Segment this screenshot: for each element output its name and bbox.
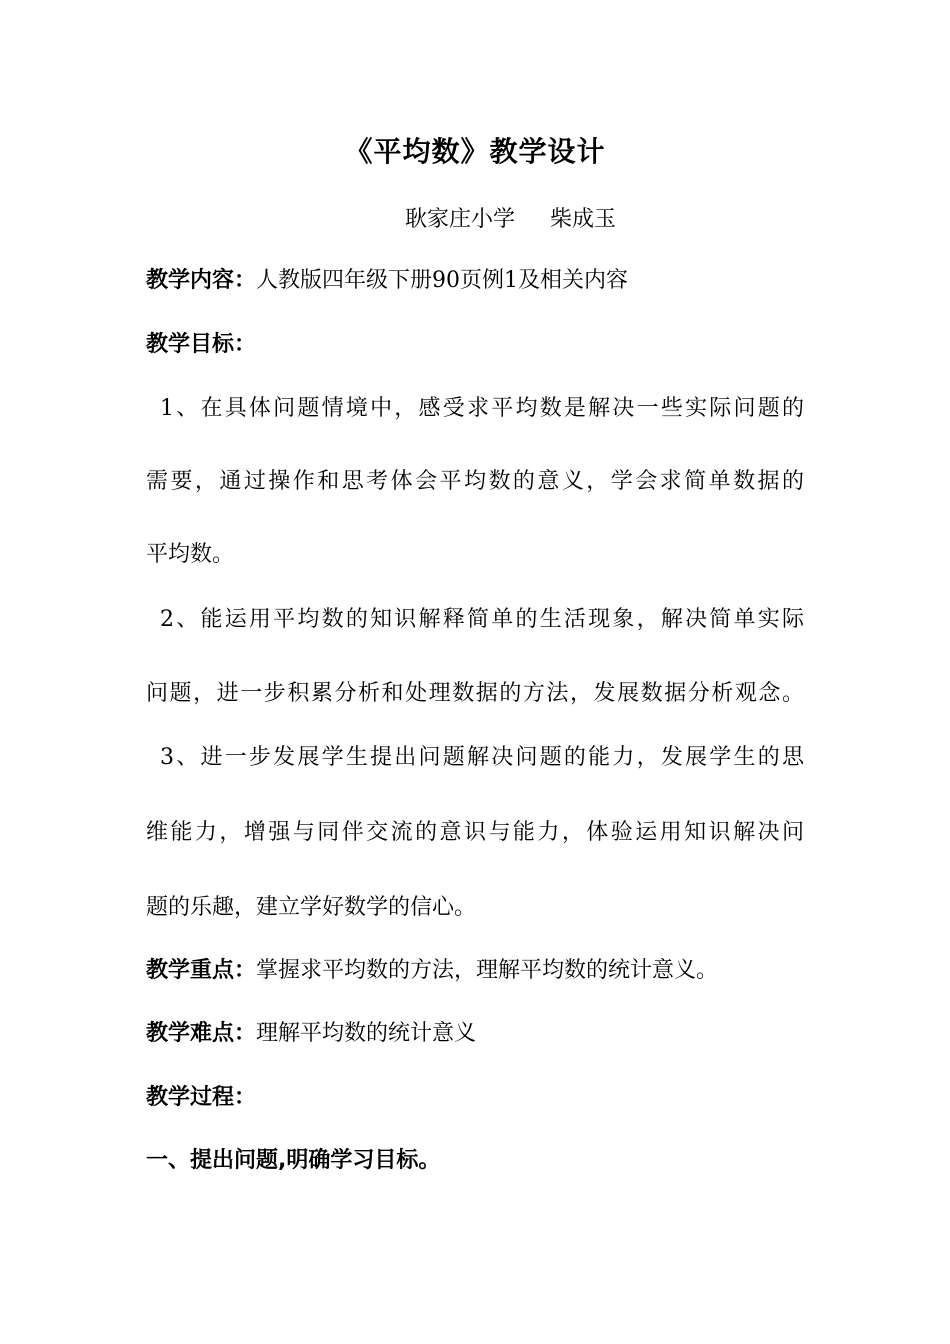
objective-text: 平均数。: [146, 542, 235, 567]
teaching-difficulty: [146, 1019, 476, 1049]
author-line: 耿家庄小学 柴成玉: [405, 207, 616, 232]
teaching-content-text: 人教版四年级下册90页例1及相关内容: [256, 268, 629, 293]
process-step-1: 一、提出问题,明确学习目标。: [146, 1148, 441, 1173]
objective-text: 3、进一步发展学生提出问题解决问题的能力，发展学生的思: [160, 745, 804, 770]
objective-text: 维能力，增强与同伴交流的意识与能力，体验运用知识解决问: [146, 820, 804, 845]
objective-3-line-1: [160, 743, 804, 773]
objective-1-line-3: [146, 540, 234, 570]
teaching-content: [146, 266, 628, 296]
objective-text: 1、在具体问题情境中，感受求平均数是解决一些实际问题的: [160, 396, 804, 421]
objective-3-line-2: [146, 818, 804, 848]
difficulty-text: 理解平均数的统计意义: [256, 1021, 477, 1046]
objective-text: 题的乐趣，建立学好数学的信心。: [146, 895, 477, 920]
teaching-objectives-heading: [146, 330, 256, 360]
objective-2-line-1: [160, 605, 804, 635]
objective-1-line-2: [146, 467, 804, 497]
objective-text: 需要，通过操作和思考体会平均数的意义，学会求简单数据的: [146, 469, 804, 494]
teaching-process-heading: [146, 1083, 256, 1113]
key-point-text: 掌握求平均数的方法，理解平均数的统计意义。: [256, 958, 719, 983]
difficulty-label: 教学难点：: [146, 1021, 257, 1046]
teaching-key-point: [146, 956, 718, 986]
document-title: 《平均数》教学设计: [344, 135, 606, 168]
teaching-objectives-label: 教学目标：: [146, 332, 257, 357]
objective-2-line-2: [146, 679, 804, 709]
process-label: 教学过程：: [146, 1085, 257, 1110]
teaching-content-label: 教学内容：: [146, 268, 257, 293]
objective-1-line-1: [160, 394, 804, 424]
key-point-label: 教学重点：: [146, 958, 257, 983]
objective-3-line-3: [146, 893, 476, 923]
objective-text: 问题，进一步积累分析和处理数据的方法，发展数据分析观念。: [146, 681, 804, 706]
objective-text: 2、能运用平均数的知识解释简单的生活现象，解决简单实际: [160, 607, 804, 632]
